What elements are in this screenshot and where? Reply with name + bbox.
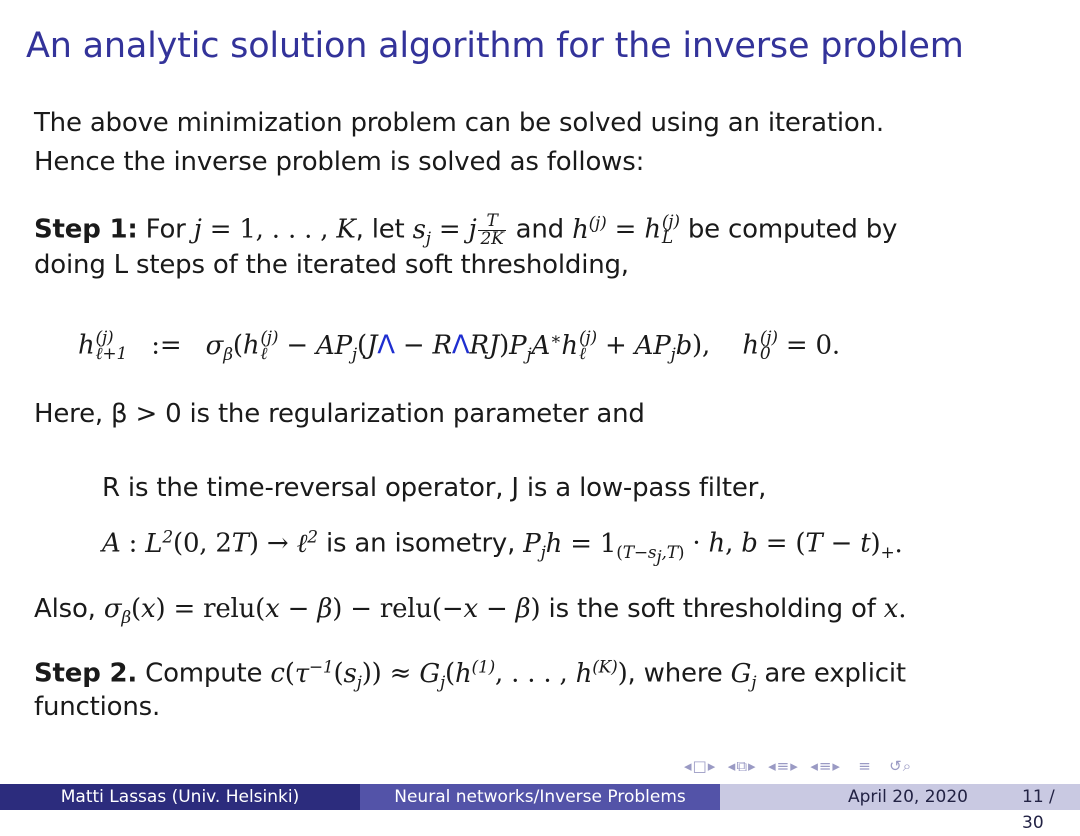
- footer-author: Matti Lassas (Univ. Helsinki): [0, 784, 360, 810]
- here-line: Here, β > 0 is the regularization parameter and: [34, 399, 645, 429]
- beamer-navigation: [684, 757, 912, 775]
- step1-computed: be computed by: [687, 214, 898, 245]
- intro-line-1: The above minimization problem can be solved using an iteration.: [34, 108, 884, 138]
- step1-and: and: [515, 214, 564, 245]
- step2-where: , where: [627, 658, 723, 689]
- intro-line-2: Hence the inverse problem is solved as follows:: [34, 147, 645, 177]
- footer-right: [720, 784, 1080, 833]
- subsection-next-icon[interactable]: ▸: [748, 757, 757, 775]
- frame-icon[interactable]: □: [692, 757, 708, 775]
- footer-title: Neural networks/Inverse Problems: [360, 784, 720, 810]
- section-next-icon[interactable]: ▸: [790, 757, 799, 775]
- footer-page: 11 / 30: [1022, 787, 1055, 833]
- also-prefix: Also,: [34, 594, 96, 624]
- also-line: Also, $\sigma_\beta(x)$ = relu(x − β) − relu(−x − β) is the soft thresholding of x.: [34, 594, 907, 629]
- fraction-t-over-2k: $\frac{T}{2K}$: [480, 210, 504, 249]
- align-icon[interactable]: ≡: [858, 757, 872, 775]
- step1-let: , let: [355, 214, 405, 245]
- step1-line-1: Step 1: For j = 1, . . . , K, let $s_j = j$ $\frac{T}{2K}$ and $h^{(j)} = h$ (j) L be computed by: [34, 210, 898, 249]
- step1-label: Step 1:: [34, 214, 138, 245]
- assign-symbol: :=: [151, 330, 182, 361]
- also-suffix: is the soft thresholding of: [548, 594, 876, 624]
- isometry-text: is an isometry,: [325, 528, 516, 559]
- step2-explicit: are explicit: [764, 658, 906, 689]
- step2-compute: Compute: [145, 658, 263, 689]
- defs-line-1: R is the time-reversal operator, J is a low-pass filter,: [102, 473, 767, 503]
- section-icon[interactable]: ≡: [776, 757, 791, 775]
- part-prev-icon[interactable]: ◂: [810, 757, 819, 775]
- equation-end: = 0.: [785, 330, 840, 361]
- slide-footer: [0, 784, 1080, 833]
- step2-line-2: functions.: [34, 692, 161, 722]
- iteration-equation: h (j) ℓ+1 := $\sigma_\beta(h$ (j) ℓ − $AP_j(J\Lambda - R\Lambda RJ)P_jA^∗h$ (j) ℓ + $AP_jb$), h (j) 0 = 0.: [78, 328, 840, 365]
- footer-date: April 20, 2020: [848, 787, 968, 807]
- step1-line-2: doing L steps of the iterated soft thresholding,: [34, 250, 629, 280]
- search-icon[interactable]: ↺⌕: [889, 757, 913, 775]
- subsection-prev-icon[interactable]: ◂: [727, 757, 737, 775]
- step2-line-1: Step 2. Compute $c(\tau^{-1}(s_j)) \approx G_j(h^{(1)}$, . . . , $h^{(K)}$), where $G_j$ are explicit: [34, 657, 906, 693]
- part-next-icon[interactable]: ▸: [832, 757, 841, 775]
- defs-line-2: A : $L^2(0$, 2T) → ℓ$^2$ is an isometry, $P_jh = 1_{(T-s_j,T)} \cdot h$, $b = (T - t)_+$.: [102, 527, 903, 568]
- frame-prev-icon[interactable]: ◂: [684, 757, 693, 775]
- subsection-icon[interactable]: ⧉: [736, 757, 749, 775]
- frame-next-icon[interactable]: ▸: [707, 757, 717, 775]
- step1-for: For: [145, 214, 186, 245]
- section-prev-icon[interactable]: ◂: [768, 757, 777, 775]
- step2-label: Step 2.: [34, 658, 138, 689]
- part-icon[interactable]: ≡: [818, 757, 833, 775]
- slide-title: An analytic solution algorithm for the inverse problem: [26, 26, 964, 66]
